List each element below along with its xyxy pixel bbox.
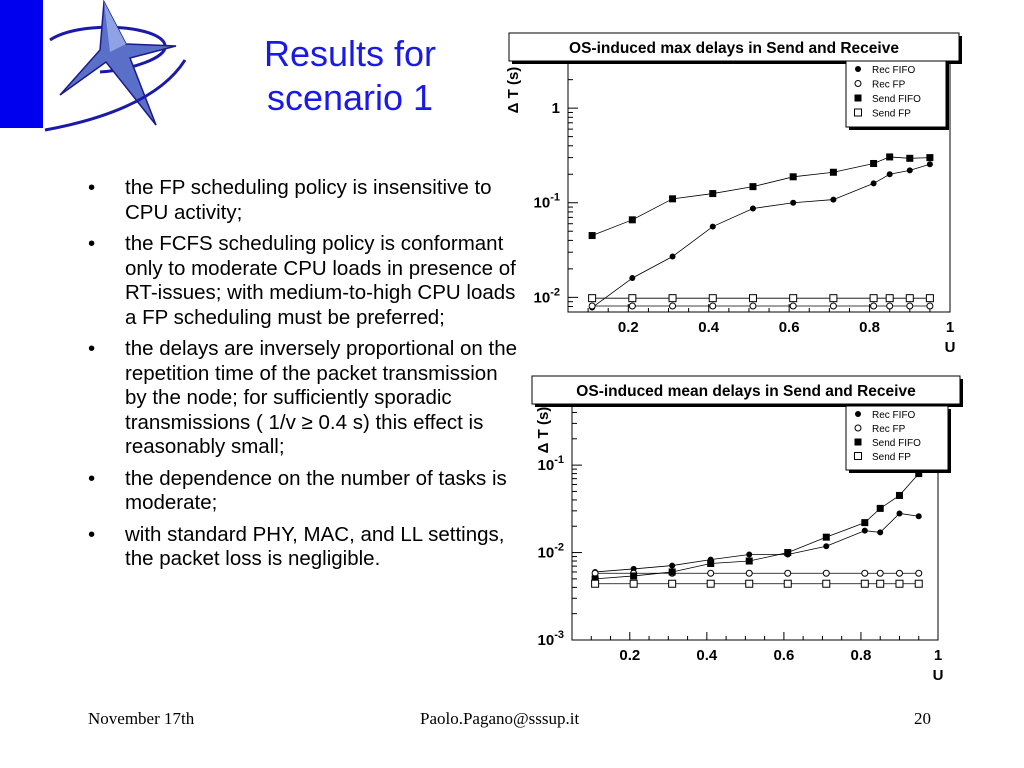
data-point-filled-square [709,190,716,197]
data-point-open-square [877,580,884,587]
slide-title [230,32,470,120]
x-axis-label: U [944,339,956,356]
legend-label: Rec FIFO [872,410,916,421]
data-point-open-square [707,580,714,587]
bullet-list [88,176,518,579]
footer-email: Paolo.Pagano@sssup.it [420,709,580,728]
x-axis-label: U [932,667,944,684]
data-point-open-square [906,295,913,302]
bullet-item: • the delays are inversely proportional on the repetition time of the packet transmission by the node; for sufficiently sporadic transmissions ( 1/v ≥ 0.4 s) this effect is reasonably small; [88,337,518,460]
data-point-open-circle [830,303,836,309]
data-point-open-square [629,295,636,302]
data-point-filled-circle [896,510,902,516]
x-tick-label: 1 [933,647,943,664]
data-point-open-circle [907,303,913,309]
data-point-open-circle [877,570,883,576]
data-point-filled-square [784,549,791,556]
data-point-filled-square [830,169,837,176]
y-tick-label: $10^{-1}$ [537,454,564,475]
blue-side-bar [0,0,43,128]
data-point-filled-circle [750,205,756,211]
data-point-filled-square [749,183,756,190]
data-point-filled-square [926,154,933,161]
data-point-open-square [830,295,837,302]
legend-label: Send FIFO [872,94,921,105]
x-tick-label: 0.4 [696,647,718,664]
x-tick-label: 0.4 [698,319,720,336]
footer-date: November 17th [88,709,195,728]
data-point-open-square [630,580,637,587]
bullet-item: • with standard PHY, MAC, and LL settings, the packet loss is negligible. [88,523,518,572]
legend-label: Send FP [872,452,911,463]
x-tick-label: 0.6 [778,319,800,336]
y-tick-label: $10^{-2}$ [533,286,560,307]
x-tick-label: 0.2 [617,319,639,336]
data-point-open-square [861,580,868,587]
data-point-filled-square [707,560,714,567]
chart-title: OS-induced mean delays in Send and Receive [576,383,916,400]
data-point-filled-circle [855,411,861,417]
x-tick-label: 0.2 [619,647,641,664]
legend-label: Send FP [872,108,911,120]
slide-title-line-1: Results for [263,33,437,74]
data-point-open-square [855,453,862,460]
star-swoosh-logo-icon [40,0,190,135]
data-point-open-square [709,295,716,302]
data-point-open-circle [746,570,752,576]
bullet-item: • the FP scheduling policy is insensitive to CPU activity; [88,176,518,225]
data-point-filled-circle [629,275,635,281]
data-point-open-square [669,580,676,587]
data-point-filled-circle [877,529,883,535]
bullet-item: • the FCFS scheduling policy is conformant only to moderate CPU loads in presence of RT-issues; with medium-to-high CPU loads a FP scheduling must be preferred; [88,232,518,330]
data-point-open-circle [896,570,902,576]
y-tick-label: 1 [551,100,560,118]
data-point-filled-circle [710,224,716,230]
data-point-filled-circle [790,200,796,206]
data-point-filled-circle [871,180,877,186]
data-point-open-square [855,109,862,116]
y-tick-label: $10^{-1}$ [533,191,560,212]
x-tick-label: 0.8 [850,647,872,664]
data-point-filled-square [896,492,903,499]
data-point-open-circle [927,303,933,309]
data-point-open-circle [629,303,635,309]
data-point-filled-square [886,153,893,160]
data-point-open-circle [670,303,676,309]
data-point-filled-square [855,95,862,102]
y-tick-label: $10^{-3}$ [537,629,564,649]
data-point-filled-circle [855,66,861,72]
data-point-open-circle [710,303,716,309]
data-point-filled-circle [887,171,893,177]
data-point-filled-circle [927,161,933,167]
data-point-open-square [790,295,797,302]
data-point-filled-square [669,568,676,575]
data-point-filled-square [855,439,862,446]
data-point-filled-square [790,173,797,180]
data-point-open-square [926,295,933,302]
data-point-open-square [870,295,877,302]
data-point-filled-circle [907,167,913,173]
x-tick-label: 0.6 [773,647,795,664]
max-delays-chart [500,25,975,387]
data-point-open-square [896,580,903,587]
data-point-open-circle [871,303,877,309]
data-point-open-circle [916,570,922,576]
data-point-open-square [589,295,596,302]
data-point-filled-square [861,519,868,526]
legend-label: Rec FP [872,424,906,435]
data-point-open-square [749,295,756,302]
data-point-filled-circle [862,528,868,534]
data-point-open-square [886,295,893,302]
slide-title-line-2: scenario 1 [266,77,434,118]
data-point-open-square [784,580,791,587]
data-point-open-circle [823,570,829,576]
data-point-filled-circle [830,197,836,203]
data-point-filled-square [589,232,596,239]
data-point-filled-square [630,572,637,579]
mean-delays-chart [508,370,978,688]
data-point-filled-square [877,505,884,512]
data-point-filled-circle [916,513,922,519]
data-point-filled-square [746,558,753,565]
x-tick-label: 1 [945,319,955,336]
footer-page-number: 20 [914,709,931,728]
data-point-open-circle [708,570,714,576]
y-axis-label: Δ T (s) [505,66,522,114]
data-point-open-square [915,580,922,587]
data-point-open-circle [785,570,791,576]
y-axis-label: Δ T (s) [535,406,552,454]
legend-label: Rec FIFO [872,65,916,76]
legend-label: Rec FP [872,79,906,91]
data-point-open-circle [592,570,598,576]
data-point-open-square [592,580,599,587]
data-point-open-square [669,295,676,302]
data-point-open-square [746,580,753,587]
data-point-filled-square [870,160,877,167]
data-point-open-circle [790,303,796,309]
data-point-filled-circle [823,543,829,549]
data-point-open-circle [855,81,861,87]
data-point-open-circle [750,303,756,309]
data-point-open-circle [589,303,595,309]
legend-label: Send FIFO [872,438,921,449]
x-tick-label: 0.8 [859,319,881,336]
y-tick-label: $10^{-2}$ [537,541,564,562]
data-point-filled-square [906,155,913,162]
chart-title: OS-induced max delays in Send and Receive [569,40,899,57]
data-point-open-square [823,580,830,587]
data-point-filled-square [823,534,830,541]
data-point-open-circle [862,570,868,576]
data-point-filled-square [629,216,636,223]
data-point-filled-square [669,195,676,202]
data-point-filled-circle [746,552,752,558]
data-point-filled-circle [670,254,676,260]
data-point-open-circle [855,425,861,431]
data-point-filled-circle [669,563,675,569]
data-point-open-circle [887,303,893,309]
bullet-item: • the dependence on the number of tasks is moderate; [88,467,518,516]
